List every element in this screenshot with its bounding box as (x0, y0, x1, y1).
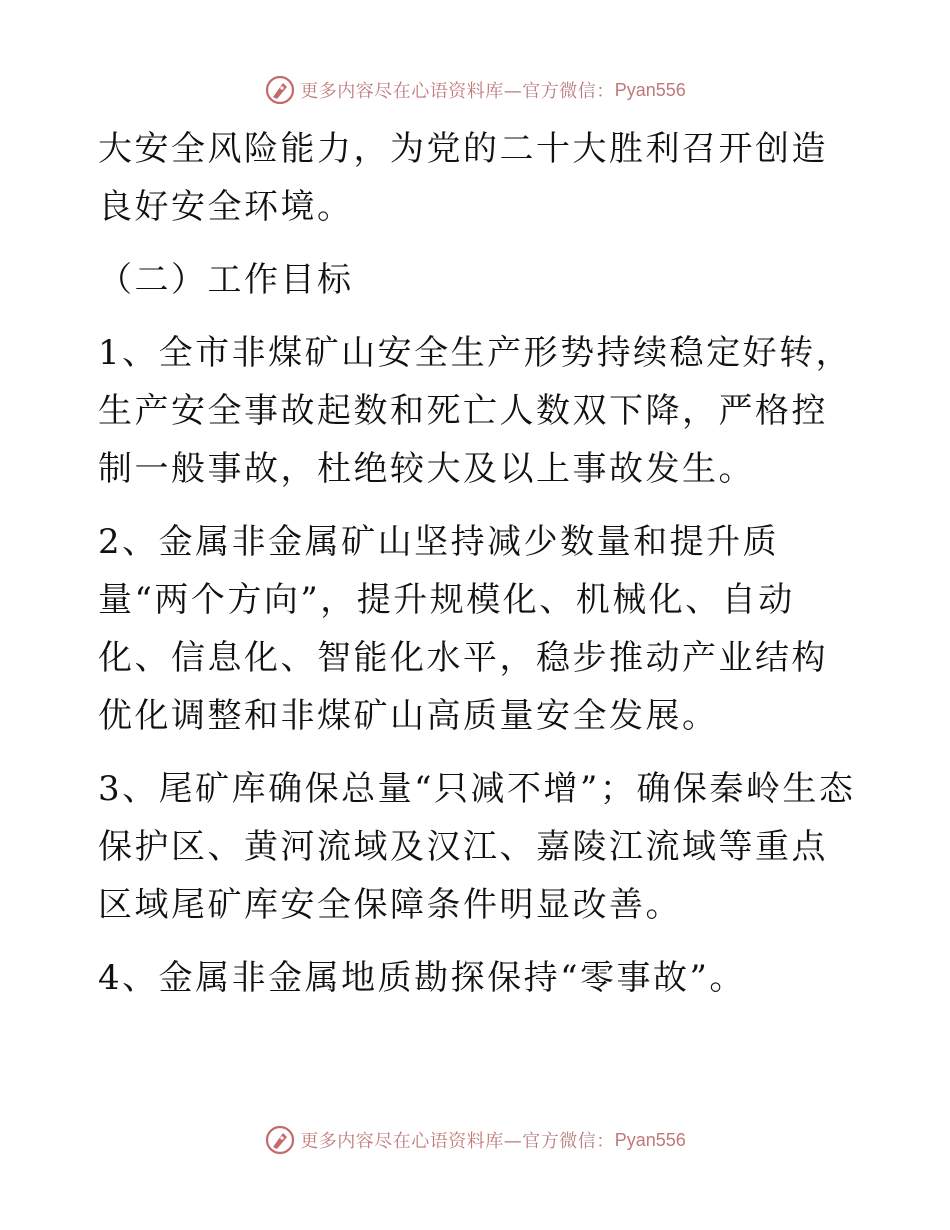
list-item-goal-4: 4、金属非金属地质勘探保持“零事故”。 (98, 958, 746, 998)
section-heading-work-goals: （二）工作目标 (98, 260, 354, 300)
list-item-goal-1: 1、全市非煤矿山安全生产形势持续稳定好转，生产安全事故起数和死亡人数双下降，严格控制一般事故，杜绝较大及以上事故发生。 (98, 333, 853, 489)
list-item-goal-3: 3、尾矿库确保总量“只减不增”；确保秦岭生态保护区、黄河流域及汉江、嘉陵江流域等重点区域尾矿库安全保障条件明显改善。 (98, 769, 856, 925)
document-body (98, 120, 856, 1022)
header-watermark (0, 70, 950, 110)
watermark-wechat-id: Pyan556 (614, 79, 686, 100)
watermark-contact-text: —官方微信： (503, 81, 615, 102)
watermark-wechat-id: Pyan556 (614, 1129, 686, 1150)
watermark-contact-text: —官方微信： (503, 1131, 615, 1152)
paragraph-intro-continuation: 大安全风险能力，为党的二十大胜利召开创造良好安全环境。 (98, 129, 828, 227)
pen-nib-logo-icon (264, 1124, 296, 1156)
footer-watermark (0, 1120, 950, 1160)
watermark-brand-text: 更多内容尽在心语资料库 (300, 1131, 504, 1152)
pen-nib-logo-icon (264, 74, 296, 106)
watermark-brand-text: 更多内容尽在心语资料库 (300, 81, 504, 102)
list-item-goal-2: 2、金属非金属矿山坚持减少数量和提升质量“两个方向”，提升规模化、机械化、自动化、信息化、智能化水平，稳步推动产业结构优化调整和非煤矿山高质量安全发展。 (98, 522, 828, 736)
